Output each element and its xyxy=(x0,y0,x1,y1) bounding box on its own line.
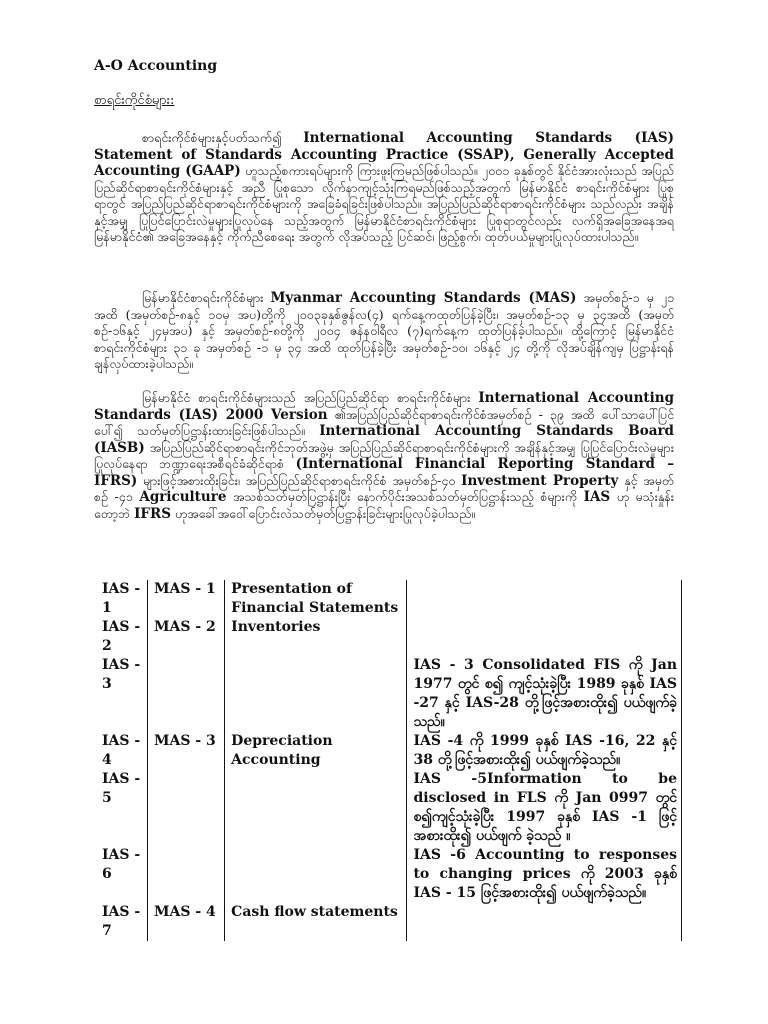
ias-mas-table xyxy=(96,580,682,941)
ias-number: IAS - 6 xyxy=(102,847,141,882)
table-row xyxy=(96,770,682,846)
standard-title xyxy=(225,656,407,732)
standard-title: Cash flow statements xyxy=(225,903,407,941)
section-heading: စာရင်းကိုင်စံများ: xyxy=(94,93,175,108)
mas-number: MAS - 3 xyxy=(147,732,224,770)
standard-title: Presentation of Financial Statements xyxy=(225,580,407,618)
paragraph-intro xyxy=(94,130,674,246)
table-row xyxy=(96,656,682,732)
standard-title xyxy=(225,846,407,903)
paragraph-ias xyxy=(94,390,674,522)
standard-title: Depreciation Accounting xyxy=(225,732,407,770)
paragraph-text: အသစ်သတ်မှတ်ပြဋ္ဌာန်းပြီး နောက်ပိုင်းအသစ်သတ်မှတ်ပြဋ္ဌာန်းသည့် စံများကို xyxy=(226,489,584,504)
mas-name: Myanmar Accounting Standards (MAS) xyxy=(270,290,577,306)
ias-number: IAS - 7 xyxy=(102,904,141,939)
table-row xyxy=(96,580,682,618)
paragraph-text: များဖြင့်အစားထိုးခြင်း၊ အပြည်ပြည်ဆိုင်ရာစာရင်းကိုင်စံ အမှတ်စဉ်-၄၀ xyxy=(137,472,462,488)
paragraph-text: မြန်မာနိုင်ငံ စာရင်းကိုင်စံများသည် အပြည်ပြည်ဆိုင်ရာ စာရင်းကိုင်စံများ xyxy=(142,390,479,405)
standard-note xyxy=(407,618,682,656)
paragraph-text: အမှတ်စဉ်-၁ မှ ၂၁ အထိ (အမှတ်စဉ်-၈နှင့် ၁၀မှ အပ)တို့ကို ၂၀၀၃ခုနှစ်ဇွန်လ(၄) ရက်နေ့ကထုတ်ပြန်ခဲ့ပြီး၊ အမှတ်စဉ်-၁၃ မှ ၃၄အထိ (အမှတ်စဉ်-၁၆နှင့် ၂၄မှအပ) နှင့် အမှတ်စဉ်-၈တို့ကို ၂၀၀၄ ဇန်နဝါရီလ (၇)ရက်နေ့က ထုတ်ပြန်ခဲ့ပါသည်။ ထို့ကြောင့် မြန်မာနိုင်ငံ စာရင်းကိုင်စံများ ၃၁ ခု အမှတ်စဉ် -၁ မှ ၃၄ အထိ ထုတ်ပြန်ခဲ့ပြီး အမှတ်စဉ်-၁၀၊ ၁၆နှင့် ၂၄ တို့ကို လိုအပ်ချိန်ကျမှ ပြဋ္ဌာန်းရန်ချန်လှပ်ထားခဲ့ပါသည်။ xyxy=(94,290,674,371)
mas-number xyxy=(147,770,224,846)
mas-number xyxy=(147,846,224,903)
ifrs-name: (International Financial Reporting Standard – IFRS) xyxy=(94,456,674,489)
mas-number xyxy=(147,656,224,732)
standard-note xyxy=(407,580,682,618)
ias-number: IAS - 4 xyxy=(102,733,141,768)
mas-number: MAS - 4 xyxy=(147,903,224,941)
table-row xyxy=(96,618,682,656)
ias-number: IAS - 3 xyxy=(102,657,141,692)
paragraph-text: ဟူသည့်စကားရပ်များကို ကြားဖူးကြမည်ဖြစ်ပါသည်။ ၂၀၀၁ ခုနှစ်တွင် နိုင်ငံအားလုံးသည် အပြည်ပြည်ဆိုင်ရာစာရင်းကိုင်စံများနှင့် အညီ ပြုစုသော လိုက်နာကျင့်သုံးကြရမည်ဖြစ်သည့်အတွက် မြန်မာနိုင်ငံ စာရင်းကိုင်စံများ ပြုစုရာတွင် အပြည်ပြည်ဆိုင်ရာစာရင်းကိုင်စံများကို အခြေခံရခြင်းဖြစ်ပါသည်။ အပြည်ပြည်ဆိုင်ရာစာရင်းကိုင်စံများ သည်လည်း အချိန်နှင့်အမျှ ပြုပြင်ပြောင်းလဲမှုများပြုလုပ်နေ သည့်အတွက် မြန်မာနိုင်ငံစာရင်းကိုင်စံများ ပြုစုရာတွင်လည်း လက်ရှိအခြေအနေအရ မြန်မာနိုင်ငံ၏ အခြေအနေနှင့် ကိုက်ညီစေရေး အတွက် လိုအပ်သည့် ပြင်ဆင်၊ ဖြည့်စွက်၊ ထုတ်ပယ်မှုများပြုလုပ်ထားပါသည်။ xyxy=(94,163,674,244)
paragraph-text: နှင့် အမှတ်စဉ် -၄၁ xyxy=(94,472,675,504)
investment-property-name: Investment Property xyxy=(461,472,619,489)
paragraph-text: အပြည်ပြည်ဆိုင်ရာစာရင်းကိုင်ဘုတ်အဖွဲ့မှ အပြည်ပြည်ဆိုင်ရာစာရင်းကိုင်စံများကို အချိန်နှင့်အမျှ ပြုပြင်ပြောင်းလဲမှုများပြုလုပ်နေရာ ဘဏ္ဍာရေးအစီရင်ခံဆိုင်ရာစံ xyxy=(94,439,674,471)
agriculture-name: Agriculture xyxy=(139,489,227,505)
table-row xyxy=(96,903,682,941)
table-row xyxy=(96,846,682,903)
mas-number: MAS - 1 xyxy=(147,580,224,618)
paragraph-text: ၏အပြည်ပြည်ဆိုင်ရာစာရင်းကိုင်စံအမှတ်စဉ် - ၃၉ အထိ ပေါ်သာပေါ်ပြင်ပေါ်၍ သတ်မှတ်ပြဋ္ဌာန်းထားခြင်းဖြစ်ပါသည်။ xyxy=(94,406,674,438)
paragraph-text: ဟုအခေါ်အဝေါ်ပြောင်းလဲသတ်မှတ်ပြဋ္ဌာန်းခြင်းများပြုလုပ်ခဲ့ပါသည်။ xyxy=(170,505,476,521)
standard-title: Inventories xyxy=(225,618,407,656)
paragraph-text: စာရင်းကိုင်စံများနှင့်ပတ်သက်၍ xyxy=(142,130,304,145)
standard-note: IAS -4 ကို 1999 ခုနှစ် IAS -16, 22 နှင့် 38 တို့ဖြင့်အစားထိုး၍ ပယ်ဖျက်ခဲ့သည်။ xyxy=(407,732,682,770)
ias-number: IAS - 2 xyxy=(102,619,141,654)
table-row xyxy=(96,732,682,770)
document-title: A-O Accounting xyxy=(94,58,218,74)
paragraph-text: မြန်မာနိုင်ငံစာရင်းကိုင်စံများ xyxy=(142,290,271,305)
mas-number: MAS - 2 xyxy=(147,618,224,656)
paragraph-text: ဟု မသုံးနှုန်းတော့ဘဲ xyxy=(94,489,675,521)
ias-number: IAS - 1 xyxy=(102,581,141,616)
standard-title xyxy=(225,770,407,846)
standard-note xyxy=(407,903,682,941)
ias-number: IAS - 5 xyxy=(102,771,141,806)
standard-note: IAS - 3 Consolidated FIS ကို Jan 1977 တွင် စ၍ ကျင့်သုံးခဲ့ပြီး 1989 ခုနှစ် IAS -27 နှင့် IAS-28 တို့ဖြင့်အစားထိုး၍ ပယ်ဖျက်ခဲ့သည်။ xyxy=(407,656,682,732)
ias-2000-name: International Accounting Standards (IAS) 2000 Version xyxy=(94,390,675,423)
standard-note: IAS -5Information to be disclosed in FLS ကို Jan 0997 တွင် စ၍ကျင့်သုံးခဲ့ပြီး 1997 ခုနှစ် IAS -1 ဖြင့်အစားထိုး၍ ပယ်ဖျက် ခဲ့သည် ။ xyxy=(407,770,682,846)
paragraph-mas xyxy=(94,290,674,373)
standard-note: IAS -6 Accounting to responses to changing prices ကို 2003 ခုနှစ် IAS - 15 ဖြင့်အစားထိုး၍ ပယ်ဖျက်ခဲ့သည်။ xyxy=(407,846,682,903)
iasb-name: International Accounting Standards Board (IASB) xyxy=(94,423,674,456)
ias-abbrev: IAS xyxy=(583,489,611,505)
standards-names: International Accounting Standards (IAS) Statement of Standards Accounting Practice (SSAP), Generally Accepted Accounting (GAAP) xyxy=(94,130,674,179)
ifrs-abbrev: IFRS xyxy=(134,505,171,522)
